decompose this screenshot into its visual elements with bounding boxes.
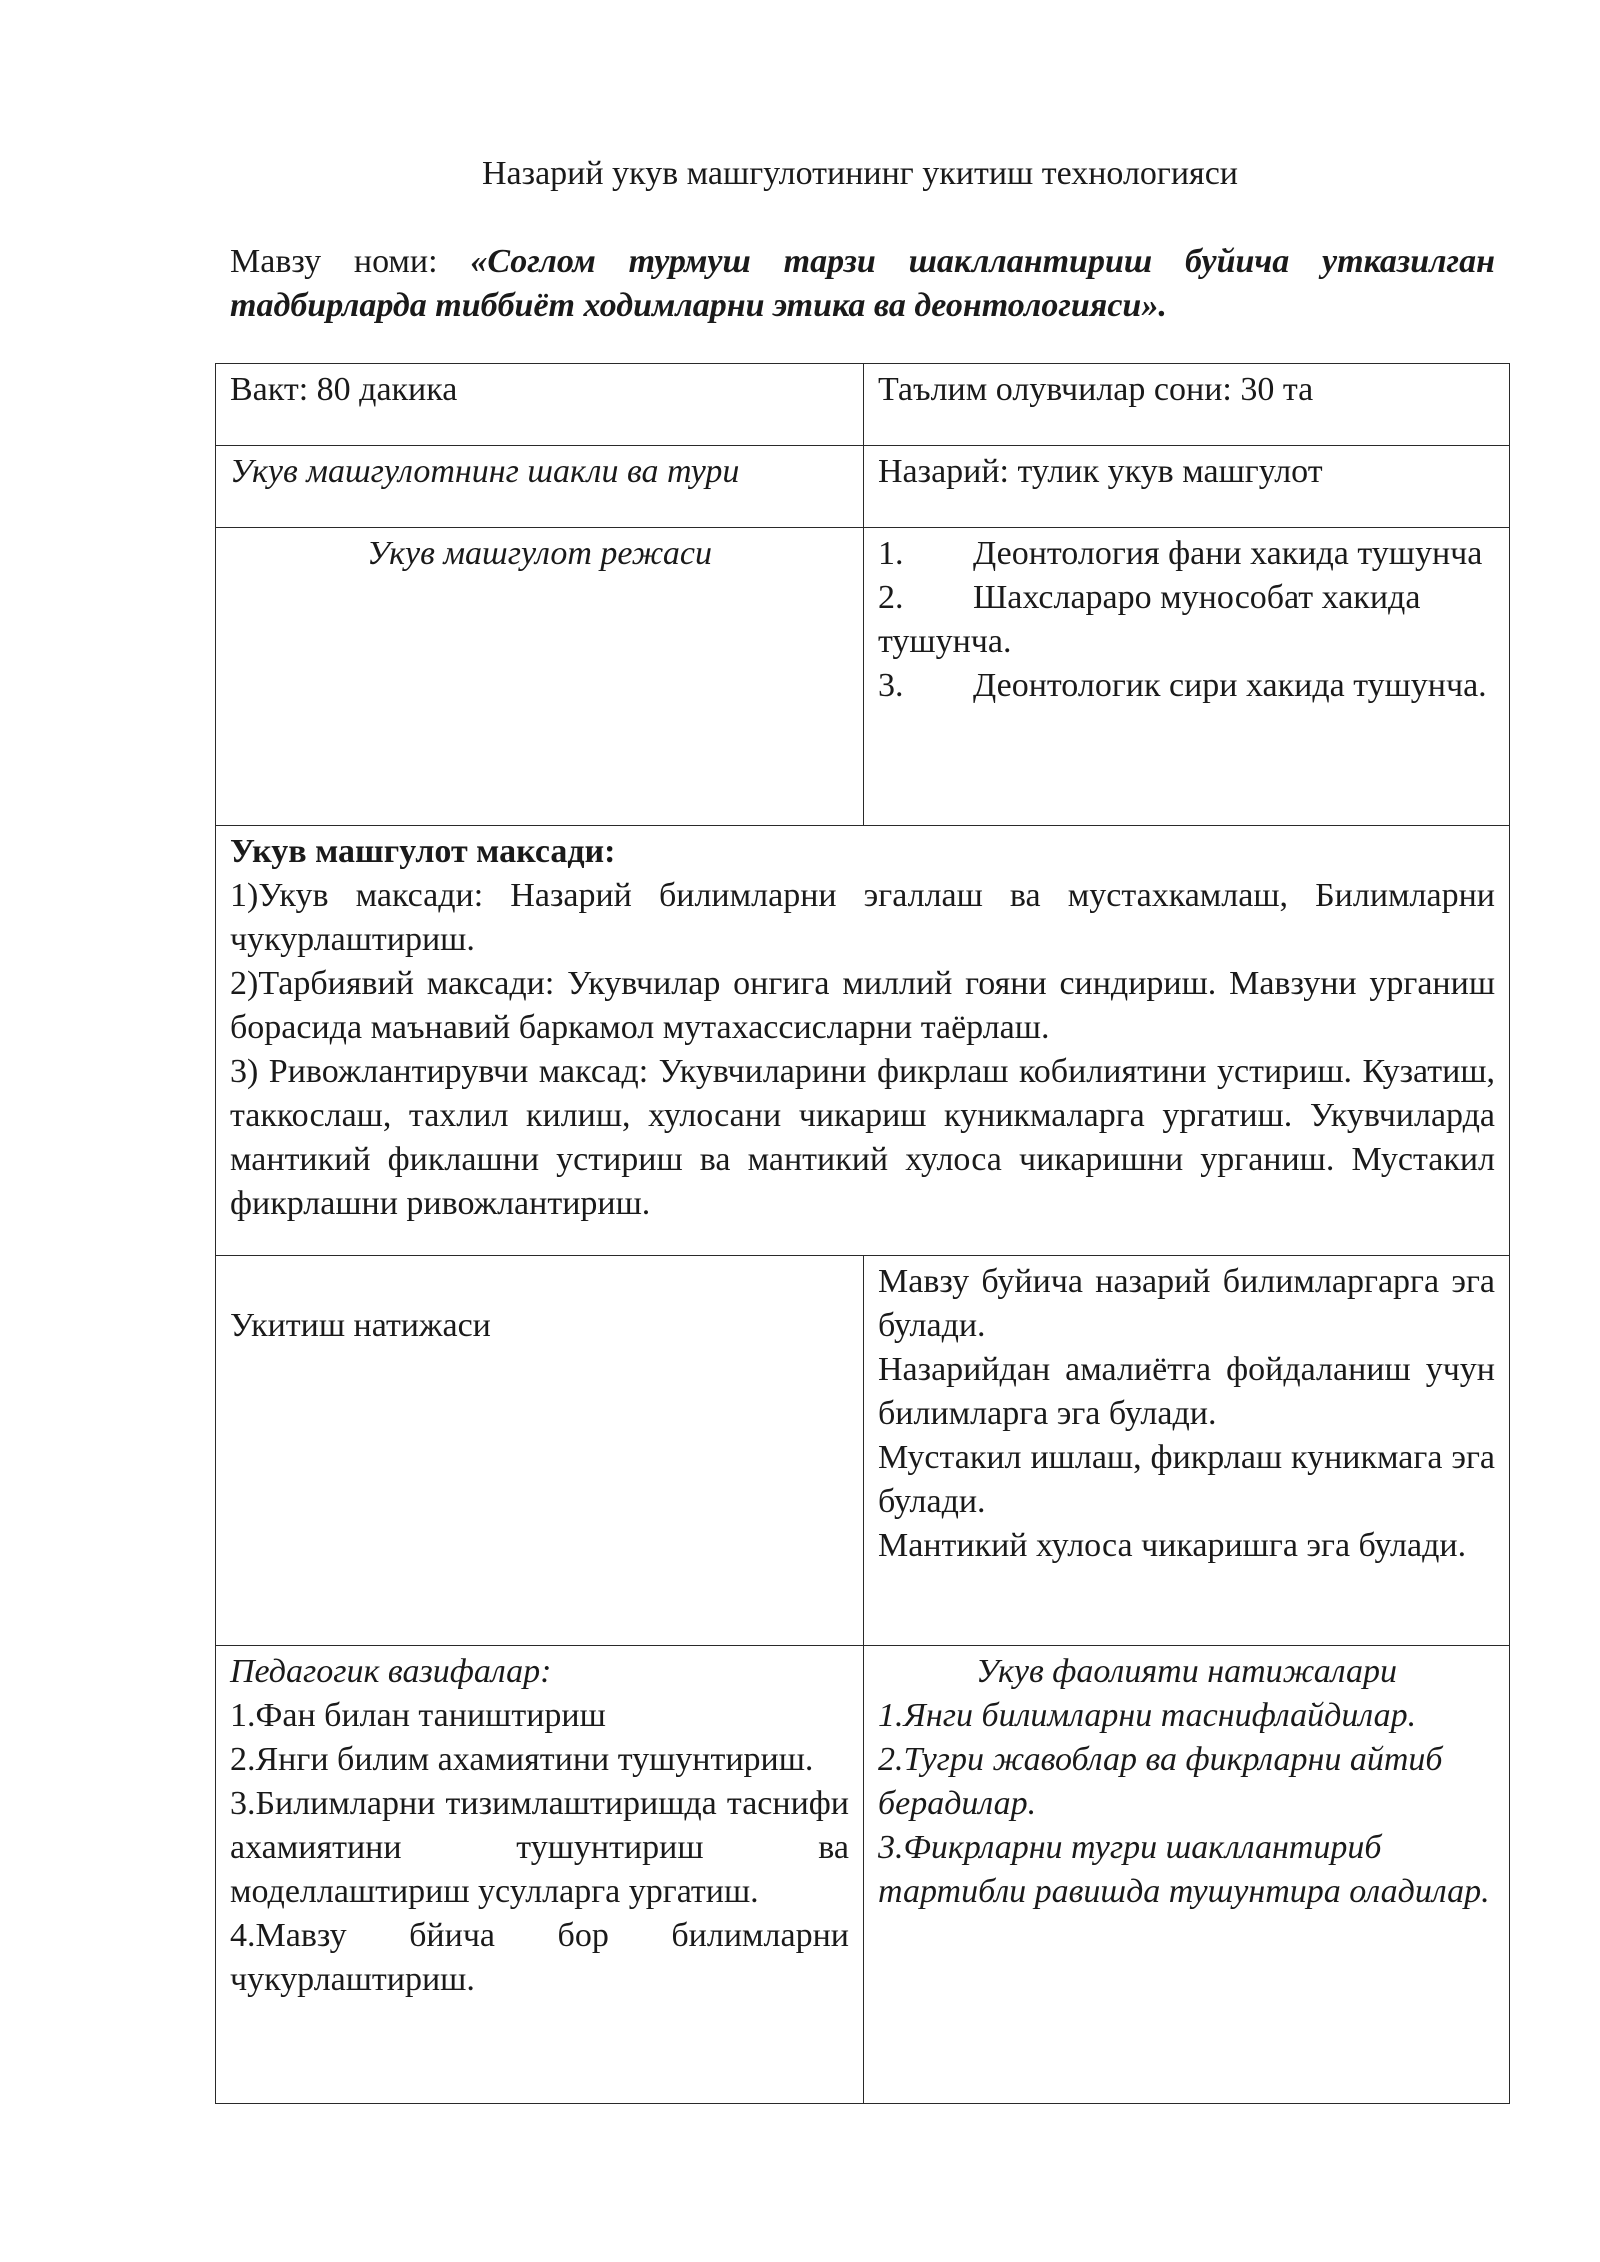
- tasks-header: Педагогик вазифалар:: [230, 1653, 552, 1690]
- row-results: [216, 1256, 1510, 1646]
- result-item: Мантикий хулоса чикаришга эга булади.: [878, 1527, 1467, 1564]
- tasks-cell: [216, 1646, 864, 2104]
- lesson-table: [215, 363, 1510, 2104]
- plan-list-cell: [864, 528, 1510, 826]
- students-cell: Таълим олувчилар сони: 30 та: [864, 364, 1510, 446]
- results-cell: [864, 1256, 1510, 1646]
- document-title: Назарий укув машгулотининг укитиш технологияси: [482, 155, 1238, 192]
- goal-item: 3) Ривожлантирувчи максад: Укувчиларини фикрлаш кобилиятини устириш. Кузатиш, таккослаш, тахлил килиш, хулосани чикариш куникмаларга ургатиш. Укувчиларда мантикий фиклашни устириш ва мантикий хулоса чикаришни урганиш. Мустакил фикрлашни ривожлантириш.: [230, 1053, 1495, 1222]
- task-item: 4.Мавзу бйича бор билимларни чукурлаштириш.: [230, 1917, 849, 1998]
- task-item: 1.Фан билан таништириш: [230, 1697, 606, 1734]
- topic-value: «Соглом турмуш тарзи шакллантириш буйича утказилган тадбирларда тиббиёт ходимларни этика ва деонтологияси».: [230, 243, 1495, 324]
- form-value-cell: Назарий: тулик укув машгулот: [864, 446, 1510, 528]
- result-item: Мавзу буйича назарий билимларгарга эга булади.: [878, 1263, 1495, 1344]
- results-label-cell: Укитиш натижаси: [216, 1256, 864, 1646]
- row-plan: [216, 528, 1510, 826]
- topic-label: Мавзу номи:: [230, 243, 438, 280]
- result-item: Назарийдан амалиётга фойдаланиш учун билимларга эга булади.: [878, 1351, 1495, 1432]
- activity-item: 1.Янги билимларни таснифлайдилар.: [878, 1697, 1417, 1734]
- plan-item: 3. Деонтологик сири хакида тушунча.: [878, 667, 1487, 704]
- topic-line: [230, 240, 1495, 328]
- plan-label-cell: Укув машгулот режаси: [216, 528, 864, 826]
- goal-item: 1)Укув максади: Назарий билимларни эгаллаш ва мустахкамлаш, Билимларни чукурлаштириш.: [230, 877, 1495, 958]
- plan-item: 1. Деонтология фани хакида тушунча: [878, 535, 1483, 572]
- row-tasks: [216, 1646, 1510, 2104]
- goal-item: 2)Тарбиявий максади: Укувчилар онгига миллий гояни синдириш. Мавзуни урганиш борасида маънавий баркамол мутахассисларни таёрлаш.: [230, 965, 1495, 1046]
- result-item: Мустакил ишлаш, фикрлаш куникмага эга булади.: [878, 1439, 1495, 1520]
- goals-header: Укув машгулот максади:: [230, 833, 616, 870]
- plan-item: 2. Шахслараро мунособат хакида тушунча.: [878, 579, 1421, 660]
- activity-item: 2.Тугри жавоблар ва фикрларни айтиб берадилар.: [878, 1741, 1443, 1822]
- row-form: [216, 446, 1510, 528]
- task-item: 3.Билимларни тизимлаштиришда таснифи ахамиятини тушунтириш ва моделлаштириш усулларга ургатиш.: [230, 1785, 849, 1910]
- goals-cell: [216, 826, 1510, 1256]
- activity-item: 3.Фикрларни тугри шакллантириб тартибли равишда тушунтира оладилар.: [878, 1829, 1490, 1910]
- row-time: [216, 364, 1510, 446]
- activities-cell: [864, 1646, 1510, 2104]
- time-cell: Вакт: 80 дакика: [216, 364, 864, 446]
- row-goals: [216, 826, 1510, 1256]
- form-label-cell: Укув машгулотнинг шакли ва тури: [216, 446, 864, 528]
- task-item: 2.Янги билим ахамиятини тушунтириш.: [230, 1741, 814, 1778]
- activities-header: Укув фаолияти натижалари: [975, 1653, 1398, 1690]
